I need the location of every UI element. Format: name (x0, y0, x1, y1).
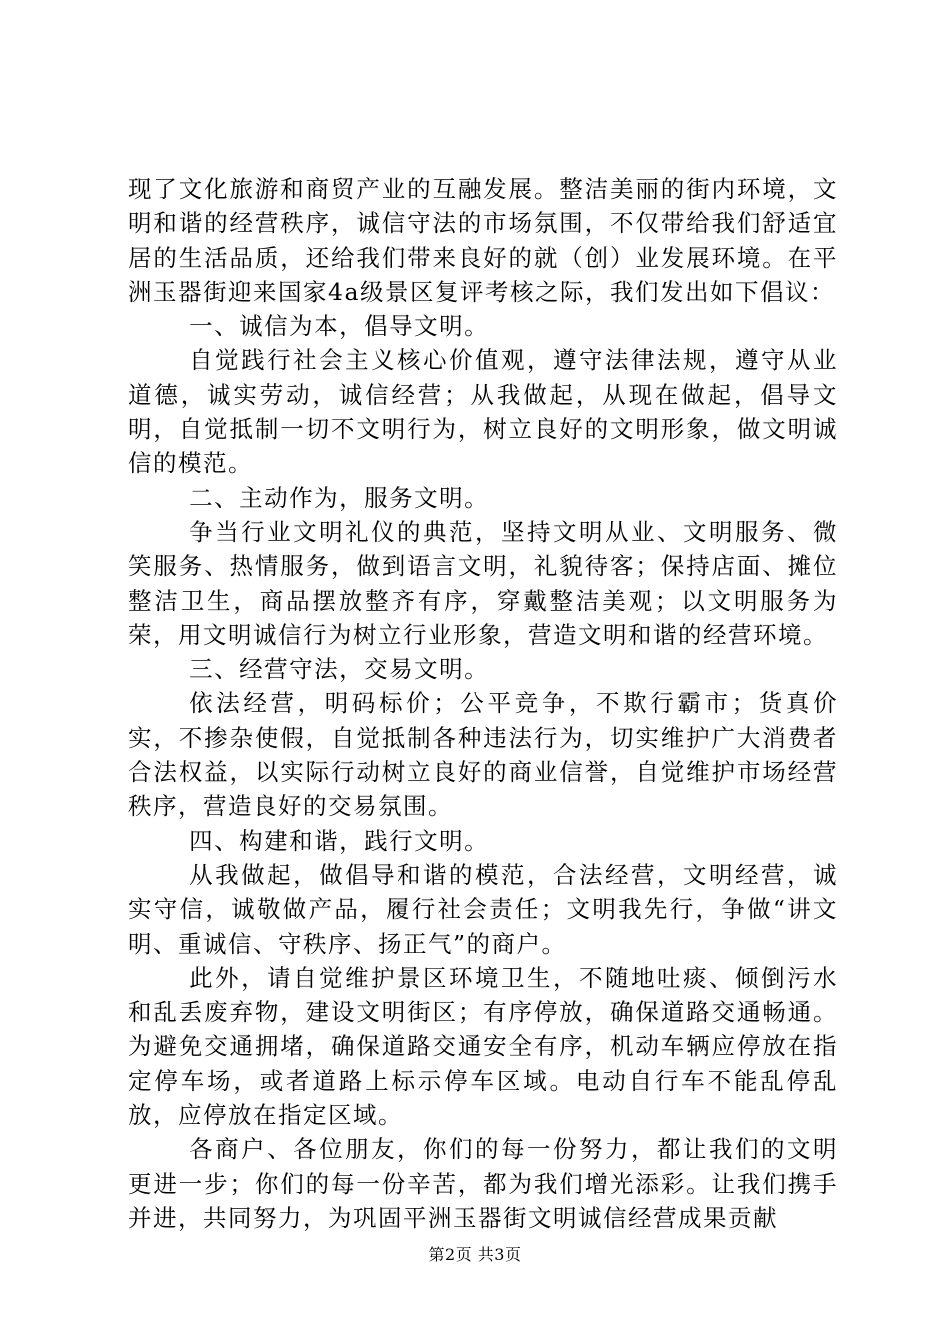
paragraph-section-2: 争当行业文明礼仪的典范，坚持文明从业、文明服务、微笑服务、热情服务，做到语言文明，礼貌待客；保持店面、摊位整洁卫生，商品摆放整齐有序，穿戴整洁美观；以文明服务为荣，用文明诚信行为树立行业形象，营造文明和谐的经营环境。 (128, 517, 838, 649)
heading-section-1: 一、诚信为本，倡导文明。 (189, 312, 490, 341)
paragraph-section-4: 从我做起，做倡导和谐的模范，合法经营，文明经营，诚实守信，诚敬做产品，履行社会责任；文明我先行，争做“讲文明、重诚信、守秩序、扬正气”的商户。 (128, 860, 838, 958)
paragraph-additional: 此外，请自觉维护景区环境卫生，不随地吐痰、倾倒污水和乱丢废弃物，建设文明街区；有序停放，确保道路交通畅通。为避免交通拥堵，确保道路交通安全有序，机动车辆应停放在指定停车场，或者道路上标示停车区域。电动自行车不能乱停乱放，应停放在指定区域。 (128, 963, 838, 1130)
page-number-footer: 第2页 共3页 (428, 1245, 522, 1264)
paragraph-closing: 各商户、各位朋友，你们的每一份努力，都让我们的文明更进一步；你们的每一份辛苦，都为我们增光添彩。让我们携手并进，共同努力，为巩固平洲玉器街文明诚信经营成果贡献 (128, 1135, 838, 1232)
heading-section-2: 二、主动作为，服务文明。 (189, 483, 490, 512)
paragraph-section-1: 自觉践行社会主义核心价值观，遵守法律法规，遵守从业道德，诚实劳动，诚信经营；从我做起，从现在做起，倡导文明，自觉抵制一切不文明行为，树立良好的文明形象，做文明诚信的模范。 (128, 346, 838, 478)
heading-section-3: 三、经营守法，交易文明。 (189, 655, 490, 684)
document-body (128, 172, 838, 1235)
heading-section-4: 四、构建和谐，践行文明。 (189, 826, 490, 855)
paragraph-section-3: 依法经营，明码标价；公平竞争，不欺行霸市；货真价实，不掺杂使假，自觉抵制各种违法行为，切实维护广大消费者合法权益，以实际行动树立良好的商业信誉，自觉维护市场经营秩序，营造良好的交易氛围。 (128, 689, 838, 821)
paragraph-intro: 现了文化旅游和商贸产业的互融发展。整洁美丽的街内环境，文明和谐的经营秩序，诚信守法的市场氛围，不仅带给我们舒适宜居的生活品质，还给我们带来良好的就（创）业发展环境。在平洲玉器街迎来国家4a级景区复评考核之际，我们发出如下倡议： (128, 175, 838, 306)
